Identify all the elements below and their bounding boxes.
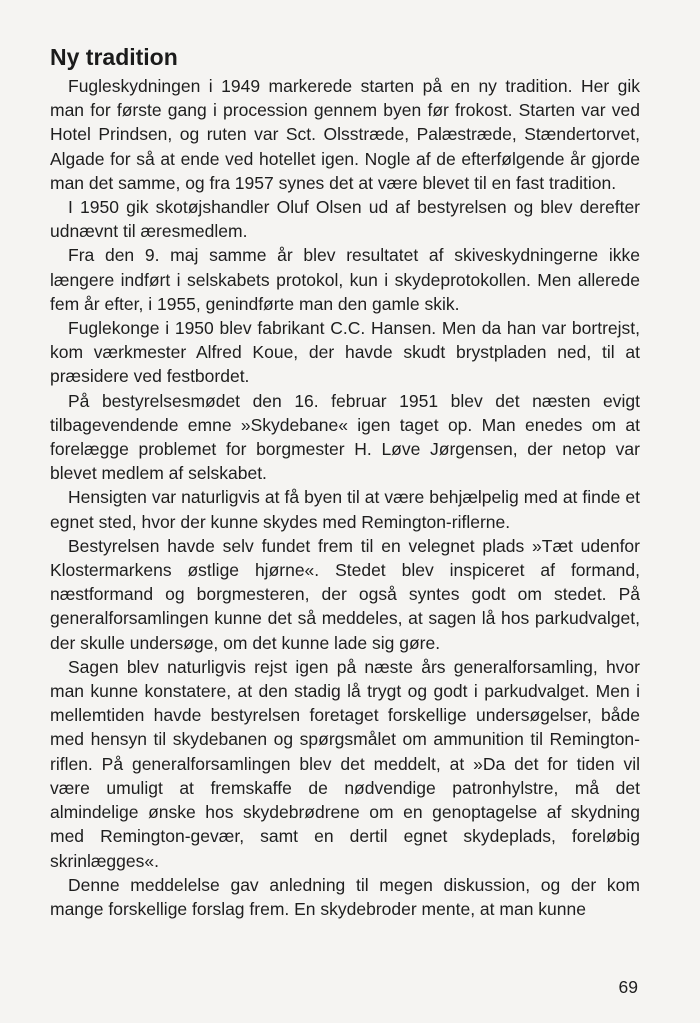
paragraph: Sagen blev naturligvis rejst igen på næste års generalforsamling, hvor man kunne konstatere, at den stadig lå trygt og godt i parkudvalget. Men i mellemtiden havde bestyrelsen foretaget forskellige undersøgelser, både med hensyn til skydebanen og spørgsmålet om ammunition til Remington-riflen. På generalforsamlingen blev det meddelt, at »Da det for tiden vil være umuligt at fremskaffe de nødvendige patronhylstre, må det almindelige ønske hos skydebrødrene om en genoptagelse af skydning med Remington-gevær, samt en dertil egnet skydeplads, foreløbig skrinlægges«. [50, 656, 640, 871]
paragraph: Bestyrelsen havde selv fundet frem til en velegnet plads »Tæt udenfor Klostermarkens østlige hjørne«. Stedet blev inspiceret af formand, næstformand og borgmesteren, der også syntes godt om stedet. På generalforsamlingen kunne det så meddeles, at sagen lå hos parkudvalget, der skulle undersøge, om det kunne lade sig gøre. [50, 535, 640, 653]
page-number: 69 [618, 977, 638, 997]
paragraph: Fra den 9. maj samme år blev resultatet af skiveskydningerne ikke længere indført i selskabets protokol, kun i skydeprotokollen. Men allerede fem år efter, i 1955, genindførte man den gamle skik. [50, 245, 640, 314]
paragraph: Fugleskydningen i 1949 markerede starten på en ny tradition. Her gik man for første gang i procession gennem byen før frokost. Starten var ved Hotel Prindsen, og ruten var Sct. Olsstræde, Palæstræde, Stændertorvet, Algade for så at ende ved hotellet igen. Nogle af de efterfølgende år gjorde man det samme, og fra 1957 synes det at være blevet til en fast tradition. [50, 76, 640, 193]
paragraph: I 1950 gik skotøjshandler Oluf Olsen ud af bestyrelsen og blev derefter udnævnt til æresmedlem. [50, 197, 640, 242]
paragraph: Denne meddelelse gav anledning til megen diskussion, og der kom mange forskellige forslag frem. En skydebroder mente, at man kunne [50, 874, 640, 919]
body-text [50, 74, 640, 921]
paragraph: Hensigten var naturligvis at få byen til at være behjælpelig med at finde et egnet sted, hvor der kunne skydes med Remington-riflerne. [50, 487, 640, 532]
paragraph: På bestyrelsesmødet den 16. februar 1951 blev det næsten evigt tilbagevendende emne »Skydebane« igen taget op. Man enedes om at forelægge problemet for borgmester H. Løve Jørgensen, der netop var blevet medlem af selskabet. [50, 390, 640, 484]
paragraph: Fuglekonge i 1950 blev fabrikant C.C. Hansen. Men da han var bortrejst, kom værkmester Alfred Koue, der havde skudt brystpladen ned, til at præsidere ved festbordet. [50, 318, 640, 387]
section-heading: Ny tradition [50, 44, 178, 70]
